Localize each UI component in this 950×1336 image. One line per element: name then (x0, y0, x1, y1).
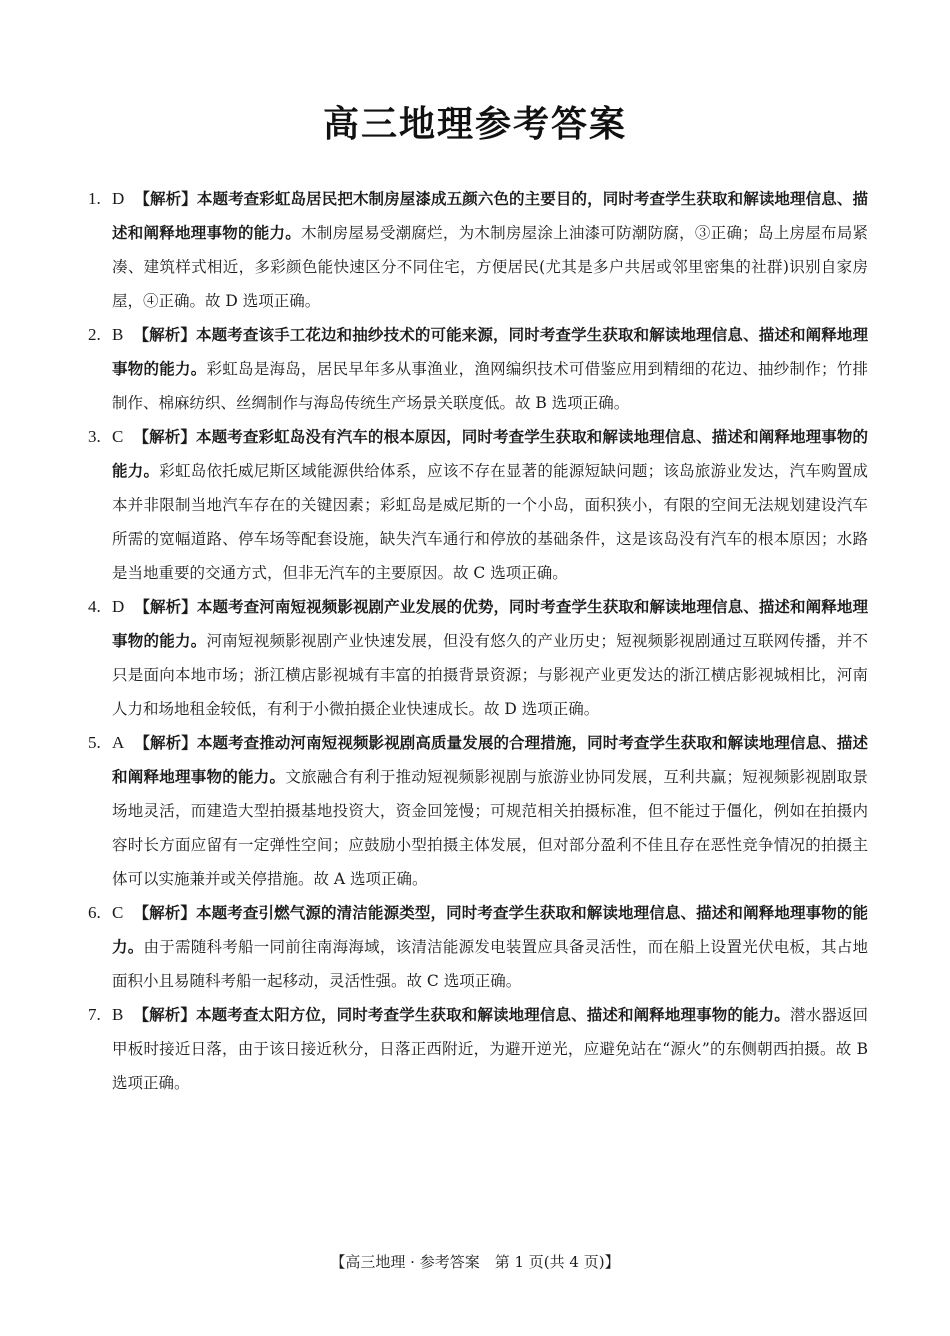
answer-list (88, 182, 868, 1100)
answer-body: 由于需随科考船一同前往南海海域，该清洁能源发电装置应具备灵活性，而在船上设置光伏电板，其占地面积小且易随科考船一起移动，灵活性强。故 C 选项正确。 (112, 938, 868, 990)
analysis-tag: 【解析】 (134, 598, 197, 616)
answer-number: 5. (88, 733, 101, 752)
answer-choice: D (112, 189, 125, 208)
answer-choice: C (112, 903, 124, 922)
answer-choice: B (112, 325, 124, 344)
answer-item (88, 998, 868, 1100)
answer-choice: D (112, 597, 125, 616)
answer-number: 6. (88, 903, 101, 922)
answer-choice: C (112, 427, 124, 446)
answer-body: 文旅融合有利于推动短视频影视剧与旅游业协同发展，互利共赢；短视频影视剧取景场地灵活，而建造大型拍摄基地投资大，资金回笼慢；可规范相关拍摄标准，但不能过于僵化，例如在拍摄内容时长方面应留有一定弹性空间；应鼓励小型拍摄主体发展，但对部分盈利不佳且存在恶性竞争情况的拍摄主体可以实施兼并或关停措施。故 A 选项正确。 (112, 768, 868, 888)
answer-body: 彩虹岛是海岛，居民早年多从事渔业，渔网编织技术可借鉴应用到精细的花边、抽纱制作；竹排制作、棉麻纺织、丝绸制作与海岛传统生产场景关联度低。故 B 选项正确。 (112, 360, 868, 412)
answer-number: 1. (88, 189, 101, 208)
analysis-tag: 【解析】 (133, 904, 196, 922)
answer-body: 河南短视频影视剧产业快速发展，但没有悠久的产业历史；短视频影视剧通过互联网传播，并不只是面向本地市场；浙江横店影视城有丰富的拍摄背景资源；与影视产业更发达的浙江横店影视城相比，河南人力和场地租金较低，有利于小微拍摄企业快速成长。故 D 选项正确。 (112, 632, 868, 718)
analysis-tag: 【解析】 (134, 190, 197, 208)
answer-intro: 本题考查推动河南短视频影视剧高质量发展的合理措施，同时考查学生获取和解读地理信息、描述和阐释地理事物的能力。 (112, 734, 868, 786)
answer-intro: 本题考查太阳方位，同时考查学生获取和解读地理信息、描述和阐释地理事物的能力。 (196, 1006, 790, 1024)
analysis-tag: 【解析】 (133, 1006, 196, 1024)
analysis-tag: 【解析】 (133, 326, 196, 344)
answer-body: 彩虹岛依托威尼斯区域能源供给体系，应该不存在显著的能源短缺问题；该岛旅游业发达，汽车购置成本并非限制当地汽车存在的关键因素；彩虹岛是威尼斯的一个小岛，面积狭小，有限的空间无法规划建设汽车所需的宽幅道路、停车场等配套设施，缺失汽车通行和停放的基础条件，这是该岛没有汽车的根本原因；水路是当地重要的交通方式，但非无汽车的主要原因。故 C 选项正确。 (112, 462, 868, 582)
page-footer: 【高三地理 · 参考答案 第 1 页(共 4 页)】 (330, 1253, 620, 1271)
answer-choice: A (112, 733, 125, 752)
answer-intro: 本题考查引燃气源的清洁能源类型，同时考查学生获取和解读地理信息、描述和阐释地理事物的能力。 (112, 904, 868, 956)
analysis-tag: 【解析】 (134, 734, 197, 752)
answer-intro: 本题考查彩虹岛居民把木制房屋漆成五颜六色的主要目的，同时考查学生获取和解读地理信息、描述和阐释地理事物的能力。 (112, 190, 868, 242)
answer-number: 4. (88, 597, 101, 616)
answer-body: 木制房屋易受潮腐烂，为木制房屋涂上油漆可防潮防腐，③正确；岛上房屋布局紧凑、建筑样式相近，多彩颜色能快速区分不同住宅，方便居民(尤其是多户共居或邻里密集的社群)识别自家房屋，④正确。故 D 选项正确。 (112, 224, 868, 310)
answer-item (88, 896, 868, 998)
answer-intro: 本题考查河南短视频影视剧产业发展的优势，同时考查学生获取和解读地理信息、描述和阐释地理事物的能力。 (112, 598, 868, 650)
answer-number: 2. (88, 325, 101, 344)
analysis-tag: 【解析】 (133, 428, 196, 446)
answer-item (88, 420, 868, 590)
answer-item (88, 590, 868, 726)
answer-number: 7. (88, 1005, 101, 1024)
answer-item (88, 726, 868, 896)
answer-choice: B (112, 1005, 124, 1024)
answer-intro: 本题考查该手工花边和抽纱技术的可能来源，同时考查学生获取和解读地理信息、描述和阐释地理事物的能力。 (112, 326, 868, 378)
answer-intro: 本题考查彩虹岛没有汽车的根本原因，同时考查学生获取和解读地理信息、描述和阐释地理事物的能力。 (112, 428, 868, 480)
answer-item (88, 182, 868, 318)
answer-number: 3. (88, 427, 101, 446)
answer-body: 潜水器返回甲板时接近日落，由于该日接近秋分，日落正西附近，为避开逆光，应避免站在“源火”的东侧朝西拍摄。故 B 选项正确。 (112, 1006, 868, 1092)
page-title: 高三地理参考答案 (322, 104, 627, 145)
answer-item (88, 318, 868, 420)
